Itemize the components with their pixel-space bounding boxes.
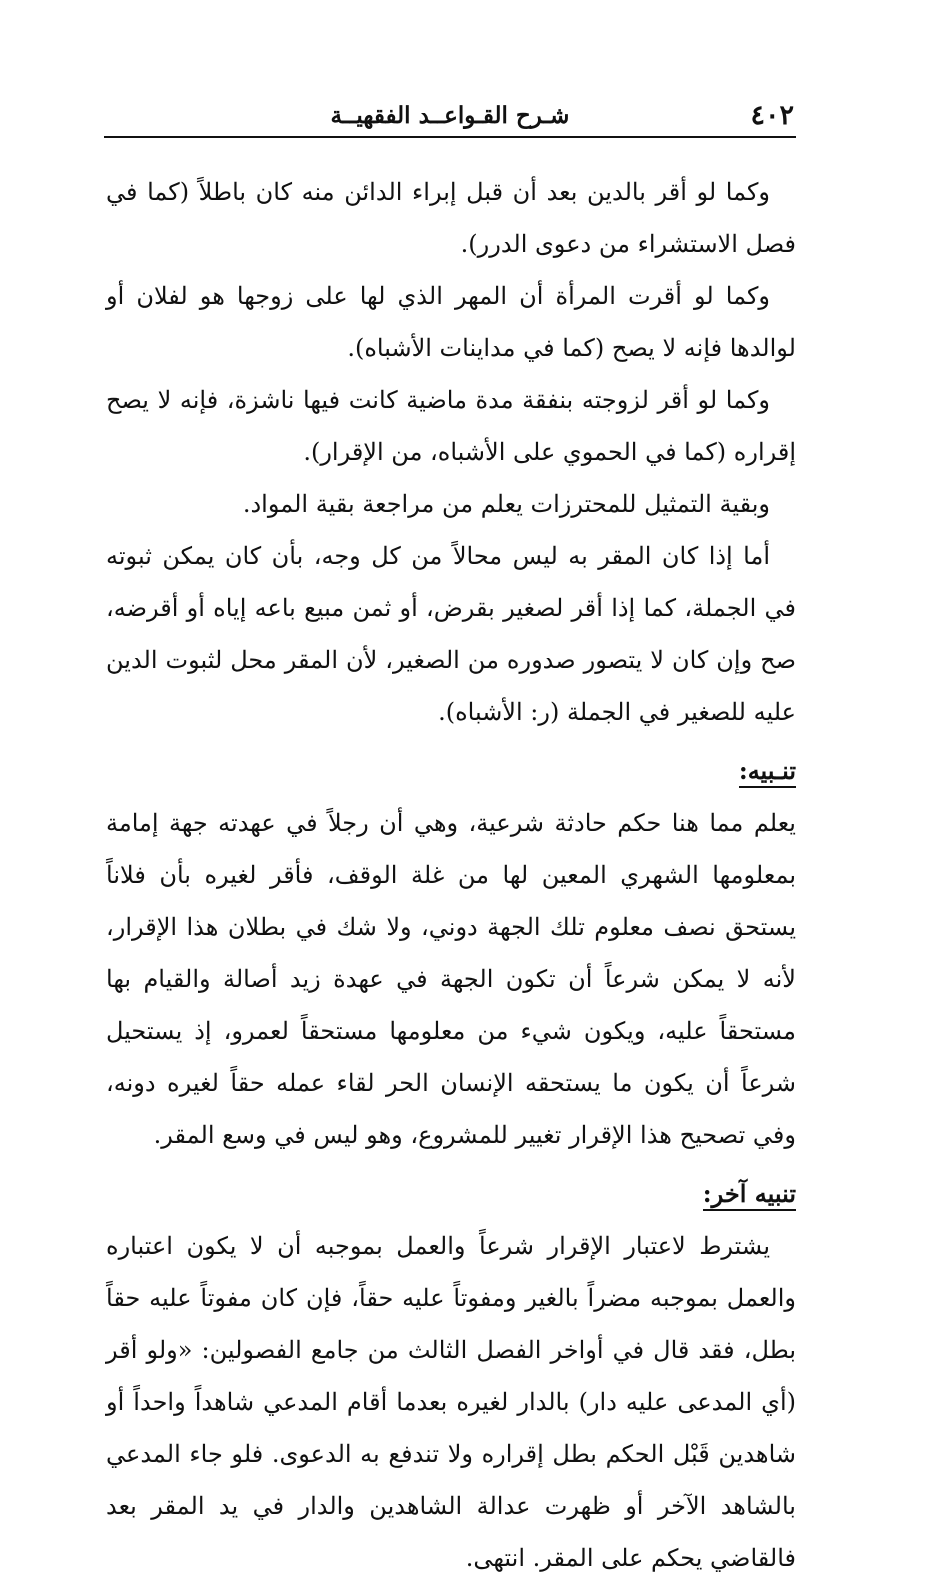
page-header	[104, 96, 796, 138]
running-title: شـرح القـواعــد الفقهيــة	[330, 102, 570, 129]
paragraph: وكما لو أقر لزوجته بنفقة مدة ماضية كانت فيها ناشزة، فإنه لا يصح إقراره (كما في الحموي على الأشباه، من الإقرار).	[106, 386, 796, 466]
note-heading: تنبيه آخر:	[703, 1179, 796, 1211]
note-paragraph: يعلم مما هنا حكم حادثة شرعية، وهي أن رجلاً في عهدته جهة إمامة بمعلومها الشهري المعين لها من غلة الوقف، فأقر لغيره بأن فلاناً يستحق نصف معلوم تلك الجهة دوني، ولا شك في بطلان هذا الإقرار، لأنه لا يمكن شرعاً أن تكون الجهة في عهدة زيد أصالة والقيام بها مستحقاً عليه، ويكون شيء من معلومها مستحقاً لعمرو، إذ يستحيل شرعاً أن يكون ما يستحقه الإنسان الحر لقاء عمله حقاً لغيره دونه، وفي تصحيح هذا الإقرار تغيير للمشروع، وهو ليس في وسع المقر.	[106, 809, 797, 1149]
body-text	[106, 166, 796, 1584]
note-section	[106, 738, 796, 1161]
note-heading: تنـبيه:	[739, 756, 796, 788]
note-section	[106, 1161, 796, 1584]
paragraph: وبقية التمثيل للمحترزات يعلم من مراجعة بقية المواد.	[242, 490, 770, 518]
note-paragraph: يشترط لاعتبار الإقرار شرعاً والعمل بموجبه أن لا يكون اعتباره والعمل بموجبه مضراً بالغير ومفوتاً عليه حقاً، فإن كان مفوتاً عليه حقاً بطل، فقد قال في أواخر الفصل الثالث من جامع الفصولين: «ولو أقر (أي المدعى عليه دار) بالدار لغيره بعدما أقام المدعي شاهداً واحداً أو شاهدين قَبْل الحكم بطل إقراره ولا تندفع به الدعوى. فلو جاء المدعي بالشاهد الآخر أو ظهرت عدالة الشاهدين والدار في يد المقر بعد فالقاضي يحكم على المقر. انتهى.	[106, 1232, 796, 1572]
paragraph: وكما لو أقر بالدين بعد أن قبل إبراء الدائن منه كان باطلاً (كما في فصل الاستشراء من دعوى الدرر).	[106, 178, 796, 258]
page-number: ٤٠٢	[750, 100, 794, 131]
paragraph: وكما لو أقرت المرأة أن المهر الذي لها على زوجها هو لفلان أو لوالدها فإنه لا يصح (كما في مداينات الأشباه).	[106, 282, 796, 362]
paragraph: أما إذا كان المقر به ليس محالاً من كل وجه، بأن كان يمكن ثبوته في الجملة، كما إذا أقر لصغير بقرض، أو ثمن مبيع باعه إياه أو أقرضه، صح وإن كان لا يتصور صدوره من الصغير، لأن المقر محل لثبوت الدين عليه للصغير في الجملة (ر: الأشباه).	[106, 542, 796, 726]
